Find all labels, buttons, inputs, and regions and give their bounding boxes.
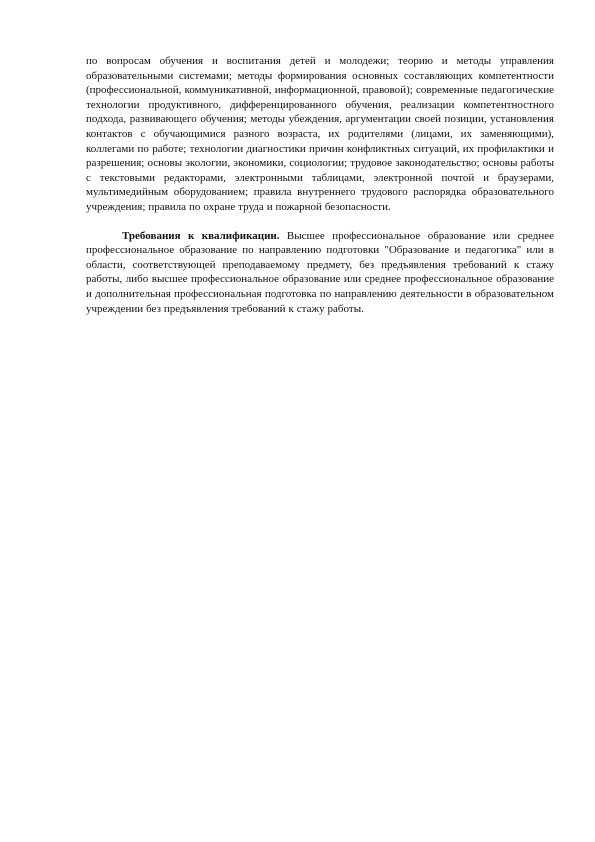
- paragraph-knowledge-requirements: по вопросам обучения и воспитания детей и молодежи; теорию и методы управления образовательными системами; методы формирования основных составляющих компетентности (профессиональной, коммуникативной, информационной, правовой); современные педагогические технологии продуктивного, дифференцированного обучения, реализации компетентностного подхода, развивающего обучения; методы убеждения, аргументации своей позиции, установления контактов с обучающимися разного возраста, их родителями (лицами, их заменяющими), коллегами по работе; технологии диагностики причин конфликтных ситуаций, их профилактики и разрешения; основы экологии, экономики, социологии; трудовое законодательство; основы работы с текстовыми редакторами, электронными таблицами, электронной почтой и браузерами, мультимедийным оборудованием; правила внутреннего трудового распорядка образовательного учреждения; правила по охране труда и пожарной безопасности.: [86, 55, 554, 213]
- qualification-heading: Требования к квалификации.: [122, 229, 280, 242]
- qualification-text: Высшее профессиональное образование или среднее профессиональное образование по направлению подготовки "Образование и педагогика" или в области, соответствующей преподаваемому предмету, без предъявления требований к стажу работы, либо высшее профессиональное образование или среднее профессиональное образование и дополнительная профессиональная подготовка по направлению деятельности в образовательном учреждении без предъявления требований к стажу работы.: [86, 229, 555, 315]
- document-body: [86, 54, 554, 316]
- paragraph-qualification-requirements: [86, 229, 554, 317]
